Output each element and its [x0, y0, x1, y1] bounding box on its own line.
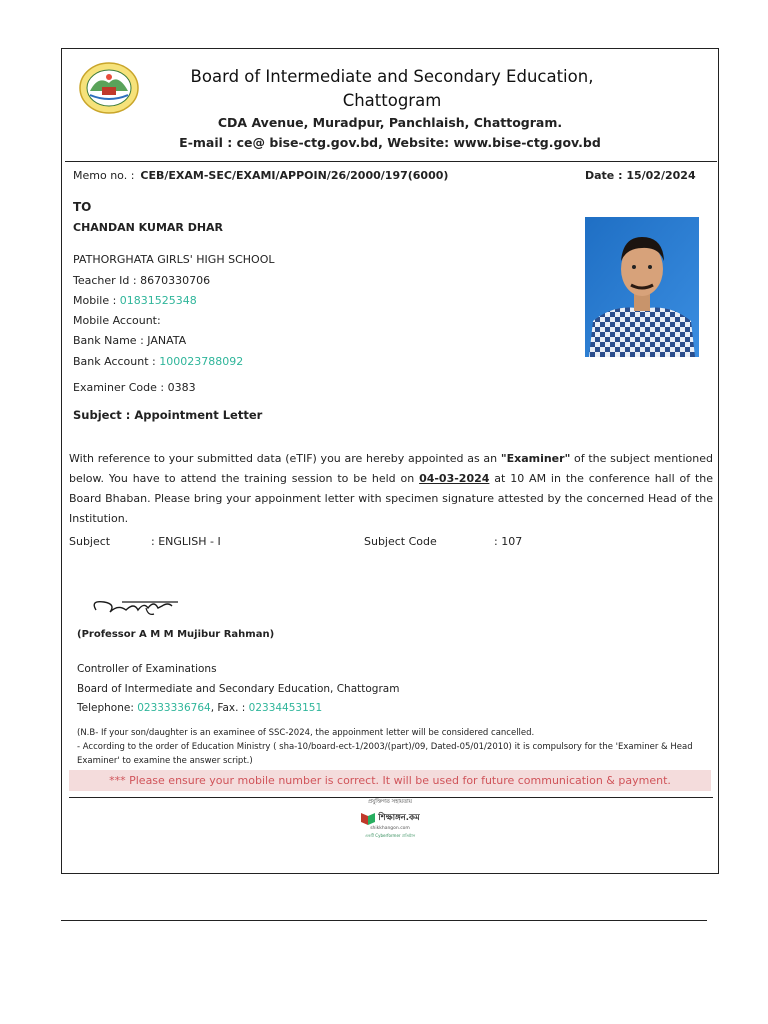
telephone-label: Telephone: — [77, 702, 138, 714]
subject-code-label: Subject Code — [364, 535, 437, 548]
page-bottom-rule — [61, 920, 707, 921]
telephone-link[interactable]: 02333336764 — [137, 702, 211, 714]
board-logo-icon — [78, 61, 140, 115]
board-contact: E-mail : ce@ bise-ctg.gov.bd, Website: www.bise-ctg.gov.bd — [179, 135, 601, 150]
bank-account-line — [73, 355, 243, 368]
signatory-office: Board of Intermediate and Secondary Education, Chattogram — [77, 683, 400, 695]
signature-image — [82, 594, 182, 622]
mobile-label: Mobile : — [73, 294, 120, 307]
recipient-name: CHANDAN KUMAR DHAR — [73, 221, 224, 234]
mobile-account: Mobile Account: — [73, 314, 161, 327]
to-label: TO — [73, 200, 92, 214]
signatory-designation: Controller of Examinations — [77, 663, 217, 675]
subject-label: Subject — [69, 535, 111, 548]
shikkhangon-credit — [350, 799, 430, 841]
memo-label: Memo no. : — [73, 169, 135, 182]
shikkhangon-logo-icon — [360, 810, 376, 826]
subject-value: : ENGLISH - I — [151, 535, 221, 548]
note-2: - According to the order of Education Ministry ( sha-10/board-ect-1/2003/(part)/09, Dated-05/01/2010) it is compulsory for the 'Examiner & Head Examiner' to examine the answer script.) — [77, 742, 693, 766]
appointment-letter — [61, 48, 719, 874]
subject-line: Subject : Appointment Letter — [73, 408, 263, 422]
bank-account-label: Bank Account : — [73, 355, 160, 368]
examiner-word: "Examiner" — [500, 452, 571, 465]
board-address: CDA Avenue, Muradpur, Panchlaish, Chattogram. — [217, 115, 563, 130]
signatory-phone-line — [77, 702, 322, 714]
bank-name: Bank Name : JANATA — [73, 334, 187, 347]
memo-date: Date : 15/02/2024 — [585, 169, 696, 182]
mobile-warning-banner: *** Please ensure your mobile number is correct. It will be used for future communication & payment. — [69, 770, 711, 791]
examiner-code: Examiner Code : 0383 — [73, 381, 196, 394]
tech-support-label: প্রযুক্তিগত সহায়তায় — [368, 799, 412, 805]
fax-label: , Fax. : — [210, 702, 249, 714]
footer-divider — [69, 797, 713, 798]
recipient-photo — [585, 217, 699, 357]
brand-name: শিক্ষাঙ্গন.কম — [378, 813, 420, 823]
subject-code-value: : 107 — [494, 535, 523, 548]
appointment-body — [69, 449, 713, 529]
body-text-2: of the subject mentioned below. You have to attend the training session to be held on — [69, 452, 713, 485]
signatory-name: (Professor A M M Mujibur Rahman) — [77, 629, 275, 640]
brand-tagline: একটি Cyberformer প্রতিষ্ঠান — [364, 833, 416, 838]
body-text-3: at 10 AM in the conference hall of the Board Bhaban. Please bring your appoinment letter with specimen signature attested by the concerned Head of the Institution. — [69, 472, 714, 525]
brand-domain: shikkhangon.com — [370, 826, 410, 831]
body-text-1: With reference to your submitted data (eTIF) you are hereby appointed as an — [69, 452, 501, 465]
recipient-school: PATHORGHATA GIRLS' HIGH SCHOOL — [73, 253, 275, 266]
header-divider — [65, 161, 717, 162]
session-date: 04-03-2024 — [419, 472, 490, 485]
memo-number: CEB/EXAM-SEC/EXAMI/APPOIN/26/2000/197(6000) — [140, 169, 449, 182]
note-1: (N.B- If your son/daughter is an examinee of SSC-2024, the appoinment letter will be considered cancelled. — [77, 728, 535, 738]
memo-line — [73, 169, 448, 182]
mobile-line — [73, 294, 197, 307]
fax-link[interactable]: 02334453151 — [248, 702, 323, 714]
board-title: Board of Intermediate and Secondary Education, Chattogram — [190, 67, 594, 110]
bank-account-link[interactable]: 100023788092 — [159, 355, 244, 368]
mobile-number-link[interactable]: 01831525348 — [119, 294, 197, 307]
teacher-id: Teacher Id : 8670330706 — [73, 274, 211, 287]
